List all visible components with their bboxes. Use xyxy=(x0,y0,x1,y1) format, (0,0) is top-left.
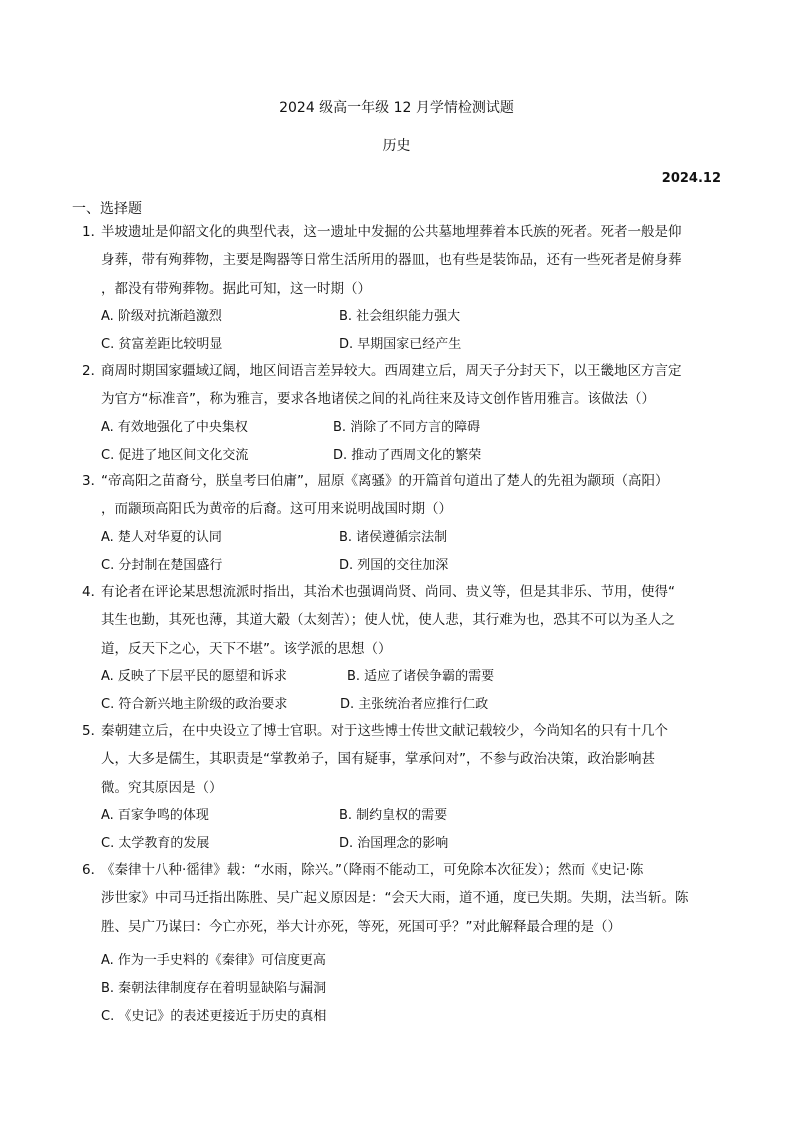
options-row xyxy=(82,691,702,719)
question-stem xyxy=(82,578,702,663)
question-4 xyxy=(82,578,702,719)
exam-subject: 历史 xyxy=(382,138,411,154)
exam-date: 2024.12 xyxy=(661,171,721,186)
question-stem xyxy=(82,717,702,802)
option-d[interactable]: D. 治国理念的影响 xyxy=(339,836,449,852)
question-number: 1． xyxy=(82,224,105,240)
options-row xyxy=(82,442,702,470)
option-b[interactable]: B. 诸侯遵循宗法制 xyxy=(339,529,448,545)
option-c[interactable]: C. 分封制在楚国盛行 xyxy=(101,557,223,573)
stem-line: 有论者在评论某思想流派时指出，其治术也强调尚贤、尚同、贵义等，但是其非乐、节用，使得“ xyxy=(101,584,675,600)
option-a[interactable]: A. 作为一手史料的《秦律》可信度更高 xyxy=(101,953,326,969)
options-row xyxy=(82,975,702,1003)
stem-line: 涉世家》中司马迁指出陈胜、吴广起义原因是：“会天大雨，道不通，度已失期。失期，法当斩。陈 xyxy=(101,890,689,907)
option-b[interactable]: B. 消除了不同方言的障碍 xyxy=(333,419,481,435)
question-5 xyxy=(82,717,702,858)
stem-line: 秦朝建立后，在中央设立了博士官职。对于这些博士传世文献记载较少，今尚知名的只有十几个 xyxy=(101,723,668,739)
option-a[interactable]: A. 百家争鸣的体现 xyxy=(101,808,209,824)
question-stem xyxy=(82,467,702,524)
question-1 xyxy=(82,218,702,359)
options-row xyxy=(82,1003,702,1031)
stem-line: 为官方“标准音”，称为雅言，要求各地诸侯之间的礼尚往来及诗文创作皆用雅言。该做法（） xyxy=(101,391,655,408)
option-c[interactable]: C. 《史记》的表述更接近于历史的真相 xyxy=(101,1009,327,1025)
question-stem xyxy=(82,218,702,303)
stem-line: 微。究其原因是（） xyxy=(101,779,223,796)
option-c[interactable]: C. 太学教育的发展 xyxy=(101,836,210,852)
option-b[interactable]: B. 适应了诸侯争霸的需要 xyxy=(347,669,495,685)
question-number: 5． xyxy=(82,723,105,739)
stem-line: 半坡遗址是仰韶文化的典型代表，这一遗址中发掘的公共墓地埋葬着本氏族的死者。死者一般是仰 xyxy=(101,224,682,240)
section-title: 一、选择题 xyxy=(72,201,142,217)
option-c[interactable]: C. 符合新兴地主阶级的政治要求 xyxy=(101,697,288,713)
option-b[interactable]: B. 制约皇权的需要 xyxy=(339,808,448,824)
question-number: 4． xyxy=(82,584,105,600)
option-d[interactable]: D. 推动了西周文化的繁荣 xyxy=(333,447,482,463)
options-row xyxy=(82,331,702,359)
option-a[interactable]: A. 楚人对华夏的认同 xyxy=(101,529,222,545)
option-b[interactable]: B. 秦朝法律制度存在着明显缺陷与漏洞 xyxy=(101,981,327,997)
exam-title: 2024 级高一年级 12 月学情检测试题 xyxy=(279,100,514,116)
option-a[interactable]: A. 阶级对抗渐趋激烈 xyxy=(101,309,222,325)
options-row xyxy=(82,830,702,858)
stem-line: 身葬，带有殉葬物，主要是陶器等日常生活所用的器皿，也有些是装饰品，还有一些死者是俯身葬 xyxy=(101,252,682,269)
stem-line: ，都没有带殉葬物。据此可知，这一时期（） xyxy=(101,280,371,297)
option-c[interactable]: C. 贫富差距比较明显 xyxy=(101,337,223,353)
option-c[interactable]: C. 促进了地区间文化交流 xyxy=(101,447,249,463)
option-a[interactable]: A. 有效地强化了中央集权 xyxy=(101,419,248,435)
option-d[interactable]: D. 列国的交往加深 xyxy=(339,557,449,573)
stem-line: “帝高阳之苗裔兮，朕皇考曰伯庸”，屈原《离骚》的开篇首句道出了楚人的先祖为颛顼（高阳） xyxy=(101,473,669,489)
question-3 xyxy=(82,467,702,580)
question-number: 3． xyxy=(82,473,105,489)
option-d[interactable]: D. 早期国家已经产生 xyxy=(339,337,462,353)
stem-line: 《秦律十八种·徭律》载：“水雨，除兴。”（降雨不能动工，可免除本次征发）；然而《史记·陈 xyxy=(101,862,644,878)
options-row xyxy=(82,802,702,830)
options-row xyxy=(82,947,702,975)
stem-line: 胜、吴广乃谋曰：今亡亦死，举大计亦死，等死，死国可乎？”对此解释最合理的是（） xyxy=(101,918,621,935)
options-row xyxy=(82,524,702,552)
stem-line: ，而颛顼高阳氏为黄帝的后裔。这可用来说明战国时期（） xyxy=(101,501,452,518)
options-row xyxy=(82,663,702,691)
question-stem xyxy=(82,856,702,941)
options-row xyxy=(82,303,702,331)
stem-line: 道，反天下之心，天下不堪”。该学派的思想（） xyxy=(101,640,392,657)
question-number: 6． xyxy=(82,862,105,878)
option-d[interactable]: D. 主张统治者应推行仁政 xyxy=(340,697,489,713)
stem-line: 人，大多是儒生，其职责是“掌教弟子，国有疑事，掌承问对”，不参与政治决策，政治影响甚 xyxy=(101,751,655,768)
question-stem xyxy=(82,357,702,414)
question-number: 2． xyxy=(82,363,105,379)
options-row xyxy=(82,552,702,580)
option-a[interactable]: A. 反映了下层平民的愿望和诉求 xyxy=(101,669,287,685)
stem-line: 商周时期国家疆域辽阔，地区间语言差异较大。西周建立后，周天子分封天下，以王畿地区方言定 xyxy=(101,363,682,379)
question-6 xyxy=(82,856,702,1031)
question-2 xyxy=(82,357,702,470)
stem-line: 其生也勤，其死也薄，其道大觳（太刻苦）；使人忧，使人悲，其行难为也，恐其不可以为圣人之 xyxy=(101,612,675,629)
options-row xyxy=(82,414,702,442)
option-b[interactable]: B. 社会组织能力强大 xyxy=(339,309,461,325)
